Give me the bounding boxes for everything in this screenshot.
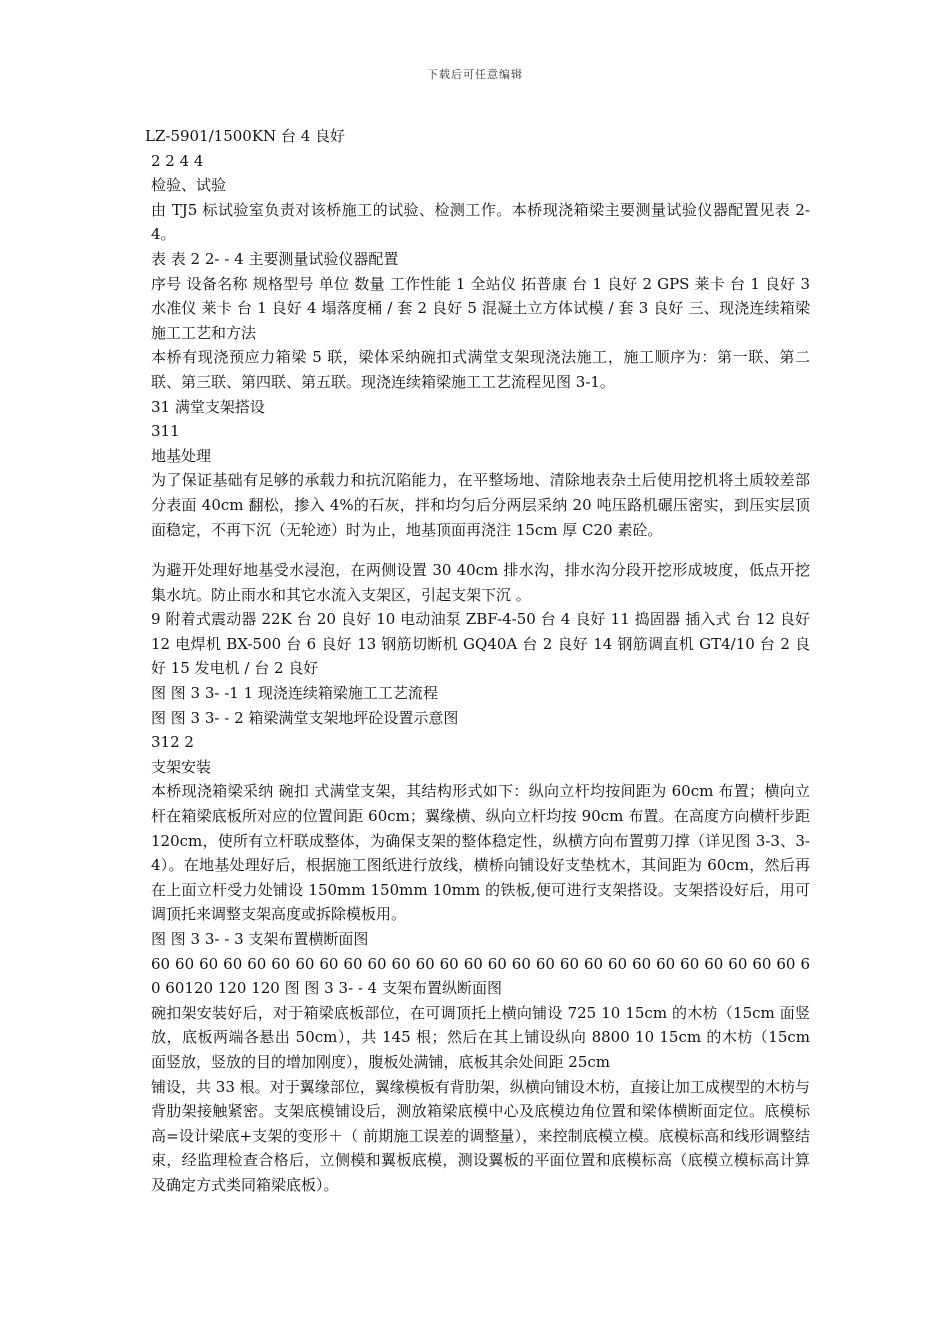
paragraph: 9 附着式震动器 22K 台 20 良好 10 电动油泵 ZBF-4-50 台 4 良好 11 捣固器 插入式 台 12 良好 12 电焊机 BX-500 台 6 良好 13 钢筋切断机 GQ40A 台 2 良好 14 钢筋调直机 GT4/10 台 2 良好 15 发电机 / 台 2 良好	[151, 610, 810, 678]
table-caption: 表 表 2 2- - 4 主要测量试验仪器配置	[151, 249, 399, 268]
document-body	[145, 124, 810, 1198]
section-heading: 检验、试验	[151, 176, 227, 195]
paragraph: 序号 设备名称 规格型号 单位 数量 工作性能 1 全站仪 拓普康 台 1 良好 2 GPS 莱卡 台 1 良好 3 水准仪 莱卡 台 1 良好 4 塌落度桶 / 套 2 良好 5 混凝土立方体试模 / 套 3 良好 三、现浇连续箱梁施工工艺和方法	[151, 274, 810, 342]
paragraph: 2 2 4 4	[151, 151, 204, 170]
paragraph: 本桥现浇箱梁采纳 碗扣 式满堂支架，其结构形式如下：纵向立杆均按间距为 60cm 布置；横向立杆在箱梁底板所对应的位置间距 60cm；翼缘横、纵向立杆均按 90cm 布置。在高度方向横杆步距 120cm，使所有立杆联成整体，为确保支架的整体稳定性，纵横方向布置剪刀撑（详见图 3-3、3-4）。在地基处理好后，根据施工图纸进行放线，横桥向铺设好支垫枕木，其间距为 60cm，然后再在上面立杆受力处铺设 150mm 150mm 10mm 的铁板,便可进行支架搭设。支架搭设好后，用可调顶托来调整支架高度或拆除模板用。	[151, 782, 810, 924]
paragraph: 60 60 60 60 60 60 60 60 60 60 60 60 60 60 60 60 60 60 60 60 60 60 60 60 60 60 60 60 60120 120 120 图 图 3 3- - 4 支架布置纵断面图	[151, 954, 810, 998]
section-heading: 支架安装	[151, 757, 212, 776]
figure-caption: 图 图 3 3- -1 1 现浇连续箱梁施工工艺流程	[151, 684, 438, 703]
paragraph: 由 TJ5 标试验室负责对该桥施工的试验、检测工作。本桥现浇箱梁主要测量试验仪器配置见表 2-4。	[151, 200, 810, 244]
paragraph: 为避开处理好地基受水浸泡，在两侧设置 30 40cm 排水沟，排水沟分段开挖形成坡度，低点开挖集水坑。防止雨水和其它水流入支架区，引起支架下沉 。	[151, 561, 810, 604]
figure-caption: 图 图 3 3- - 3 支架布置横断面图	[151, 930, 369, 948]
page-header: 下载后可任意编辑	[427, 68, 523, 81]
section-heading: 31 满堂支架搭设	[151, 397, 265, 416]
figure-caption: 图 图 3 3- - 2 箱梁满堂支架地坪砼设置示意图	[151, 708, 459, 727]
section-number: 311	[151, 422, 180, 441]
paragraph: 碗扣架安装好后，对于箱梁底板部位，在可调顶托上横向铺设 725 10 15cm 的木枋（15cm 面竖放，底板两端各悬出 50cm），共 145 根；然后在其上铺设纵向 8800 10 15cm 的木枋（15cm 面竖放，竖放的目的增加刚度），腹板处满铺，底板其余处间距 25cm	[151, 1003, 810, 1071]
paragraph: 铺设，共 33 根。对于翼缘部位，翼缘模板有背肋架，纵横向铺设木枋，直接让加工成楔型的木枋与背肋架接触紧密。支架底模铺设后，测放箱梁底模中心及底模边角位置和梁体横断面定位。底模标高=设计梁底+支架的变形＋（ 前期施工误差的调整量），来控制底模立模。底模标高和线形调整结束，经监理检查合格后，立侧模和翼板底模，测设翼板的平面位置和底模标高（底模立模标高计算及确定方式类同箱梁底板）。	[151, 1077, 810, 1194]
section-number: 312 2	[151, 733, 194, 752]
paragraph: LZ-5901/1500KN 台 4 良好	[145, 127, 346, 145]
paragraph: 为了保证基础有足够的承载力和抗沉陷能力，在平整场地、清除地表杂土后使用挖机将土质较差部分表面 40cm 翻松，掺入 4%的石灰，拌和均匀后分两层采纳 20 吨压路机碾压密实，到压实层顶面稳定，不再下沉（无轮迹）时为止，地基顶面再浇注 15cm 厚 C20 素砼。	[151, 471, 810, 539]
section-heading: 地基处理	[151, 446, 212, 465]
paragraph: 本桥有现浇预应力箱梁 5 联，梁体采纳碗扣式满堂支架现浇法施工，施工顺序为：第一联、第二联、第三联、第四联、第五联。现浇连续箱梁施工工艺流程见图 3-1。	[151, 348, 810, 391]
